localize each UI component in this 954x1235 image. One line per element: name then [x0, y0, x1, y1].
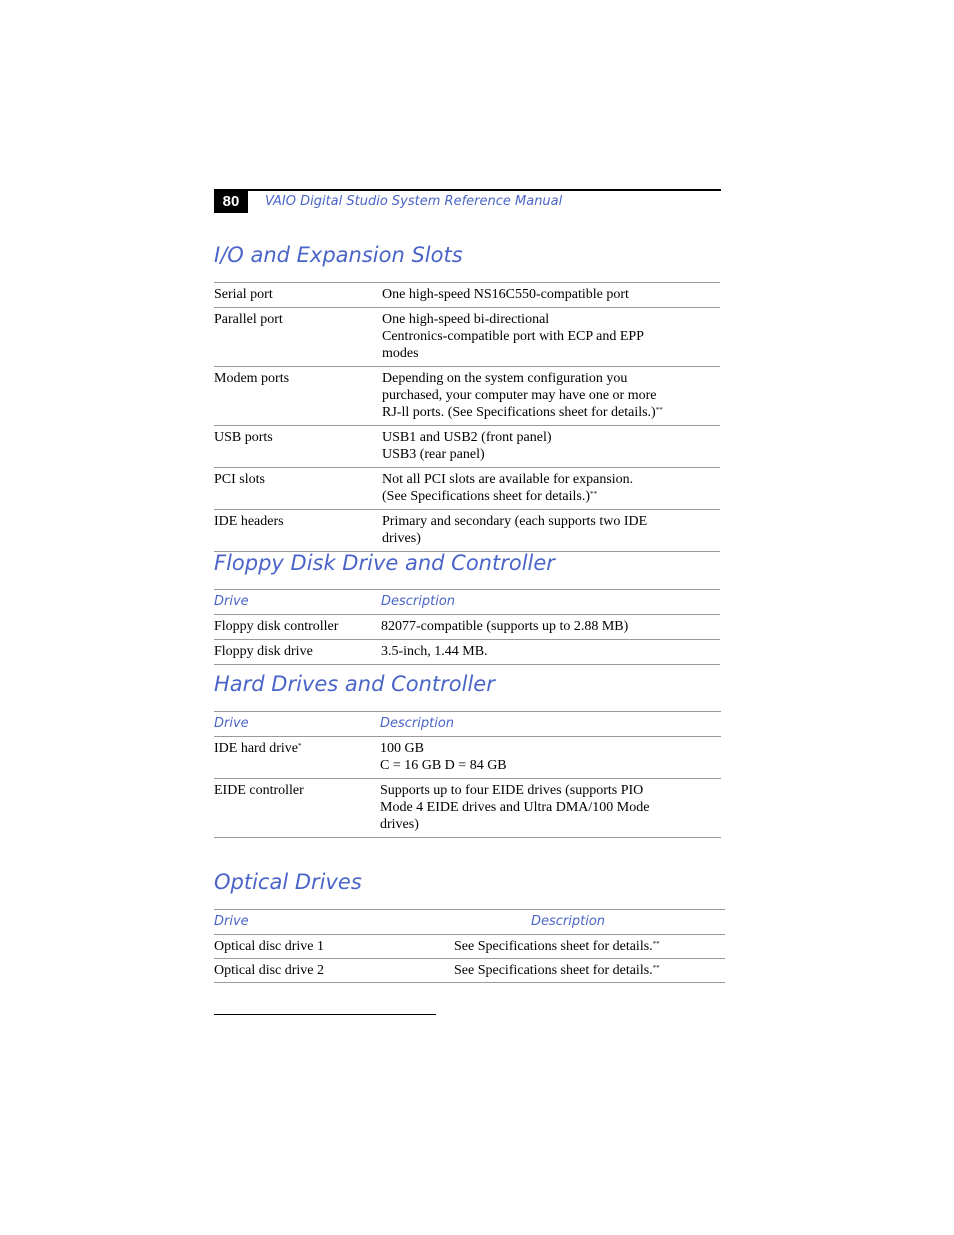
table-row — [214, 959, 725, 983]
row-value: Supports up to four EIDE drives (supports PIO Mode 4 EIDE drives and Ultra DMA/100 Mode drives) — [380, 783, 650, 832]
section-title-optical: Optical Drives — [214, 870, 362, 894]
row-value: One high-speed NS16C550-compatible port — [382, 287, 629, 302]
table-row — [214, 283, 720, 308]
row-label: IDE hard drive* — [214, 741, 302, 756]
floppy-table — [214, 589, 720, 665]
column-header-drive: Drive — [214, 594, 249, 609]
table-row — [214, 510, 720, 552]
row-value: 82077-compatible (supports up to 2.88 MB) — [381, 619, 629, 634]
hard-drives-table — [214, 711, 721, 838]
row-label: Optical disc drive 1 — [214, 939, 325, 954]
row-label: EIDE controller — [214, 783, 304, 798]
table-header — [214, 590, 720, 615]
table-row — [214, 640, 720, 665]
io-table — [214, 282, 720, 552]
page-number: 80 — [214, 191, 248, 213]
footnote-marker: ** — [652, 964, 660, 972]
table-row — [214, 935, 725, 959]
table-row — [214, 779, 721, 838]
footnote-marker: ** — [652, 940, 660, 948]
column-header-description: Description — [531, 914, 606, 929]
row-label: USB ports — [214, 430, 273, 445]
row-value: Primary and secondary (each supports two IDE drives) — [382, 514, 648, 546]
footnote-marker: ** — [589, 490, 597, 498]
footnote-marker: ** — [655, 406, 663, 414]
row-label: Parallel port — [214, 312, 283, 327]
row-label: Floppy disk drive — [214, 644, 313, 659]
table-row — [214, 468, 720, 510]
table-row — [214, 426, 720, 468]
row-label: IDE headers — [214, 514, 284, 529]
row-value: See Specifications sheet for details.** — [454, 939, 660, 954]
table-header — [214, 910, 725, 935]
row-label: Optical disc drive 2 — [214, 963, 325, 978]
table-header — [214, 712, 721, 737]
table-row — [214, 615, 720, 640]
row-value: Depending on the system configuration you purchased, your computer may have one or more RJ-ll ports. (See Specifications sheet for details.)** — [382, 371, 663, 420]
row-value: See Specifications sheet for details.** — [454, 963, 660, 978]
row-label: PCI slots — [214, 472, 265, 487]
optical-table — [214, 909, 725, 983]
row-value: 100 GB C = 16 GB D = 84 GB — [380, 741, 507, 773]
footnote-rule — [214, 1014, 436, 1015]
footnote-marker: * — [297, 742, 302, 750]
row-value: USB1 and USB2 (front panel) USB3 (rear panel) — [382, 430, 552, 462]
table-row — [214, 737, 721, 779]
column-header-drive: Drive — [214, 914, 249, 929]
section-title-floppy: Floppy Disk Drive and Controller — [214, 551, 555, 575]
table-row — [214, 367, 720, 426]
column-header-drive: Drive — [214, 716, 249, 731]
column-header-description: Description — [380, 716, 455, 731]
row-label: Serial port — [214, 287, 273, 302]
section-title-hard-drives: Hard Drives and Controller — [214, 672, 495, 696]
row-value: 3.5-inch, 1.44 MB. — [381, 644, 488, 659]
running-title: VAIO Digital Studio System Reference Manual — [265, 194, 563, 209]
row-value: One high-speed bi-directional Centronics-compatible port with ECP and EPP modes — [382, 312, 644, 361]
table-row — [214, 308, 720, 367]
row-label: Modem ports — [214, 371, 290, 386]
section-title-io: I/O and Expansion Slots — [214, 243, 463, 267]
row-label: Floppy disk controller — [214, 619, 339, 634]
row-value: Not all PCI slots are available for expansion. (See Specifications sheet for details.)** — [382, 472, 634, 504]
header-rule — [214, 189, 721, 191]
column-header-description: Description — [381, 594, 456, 609]
